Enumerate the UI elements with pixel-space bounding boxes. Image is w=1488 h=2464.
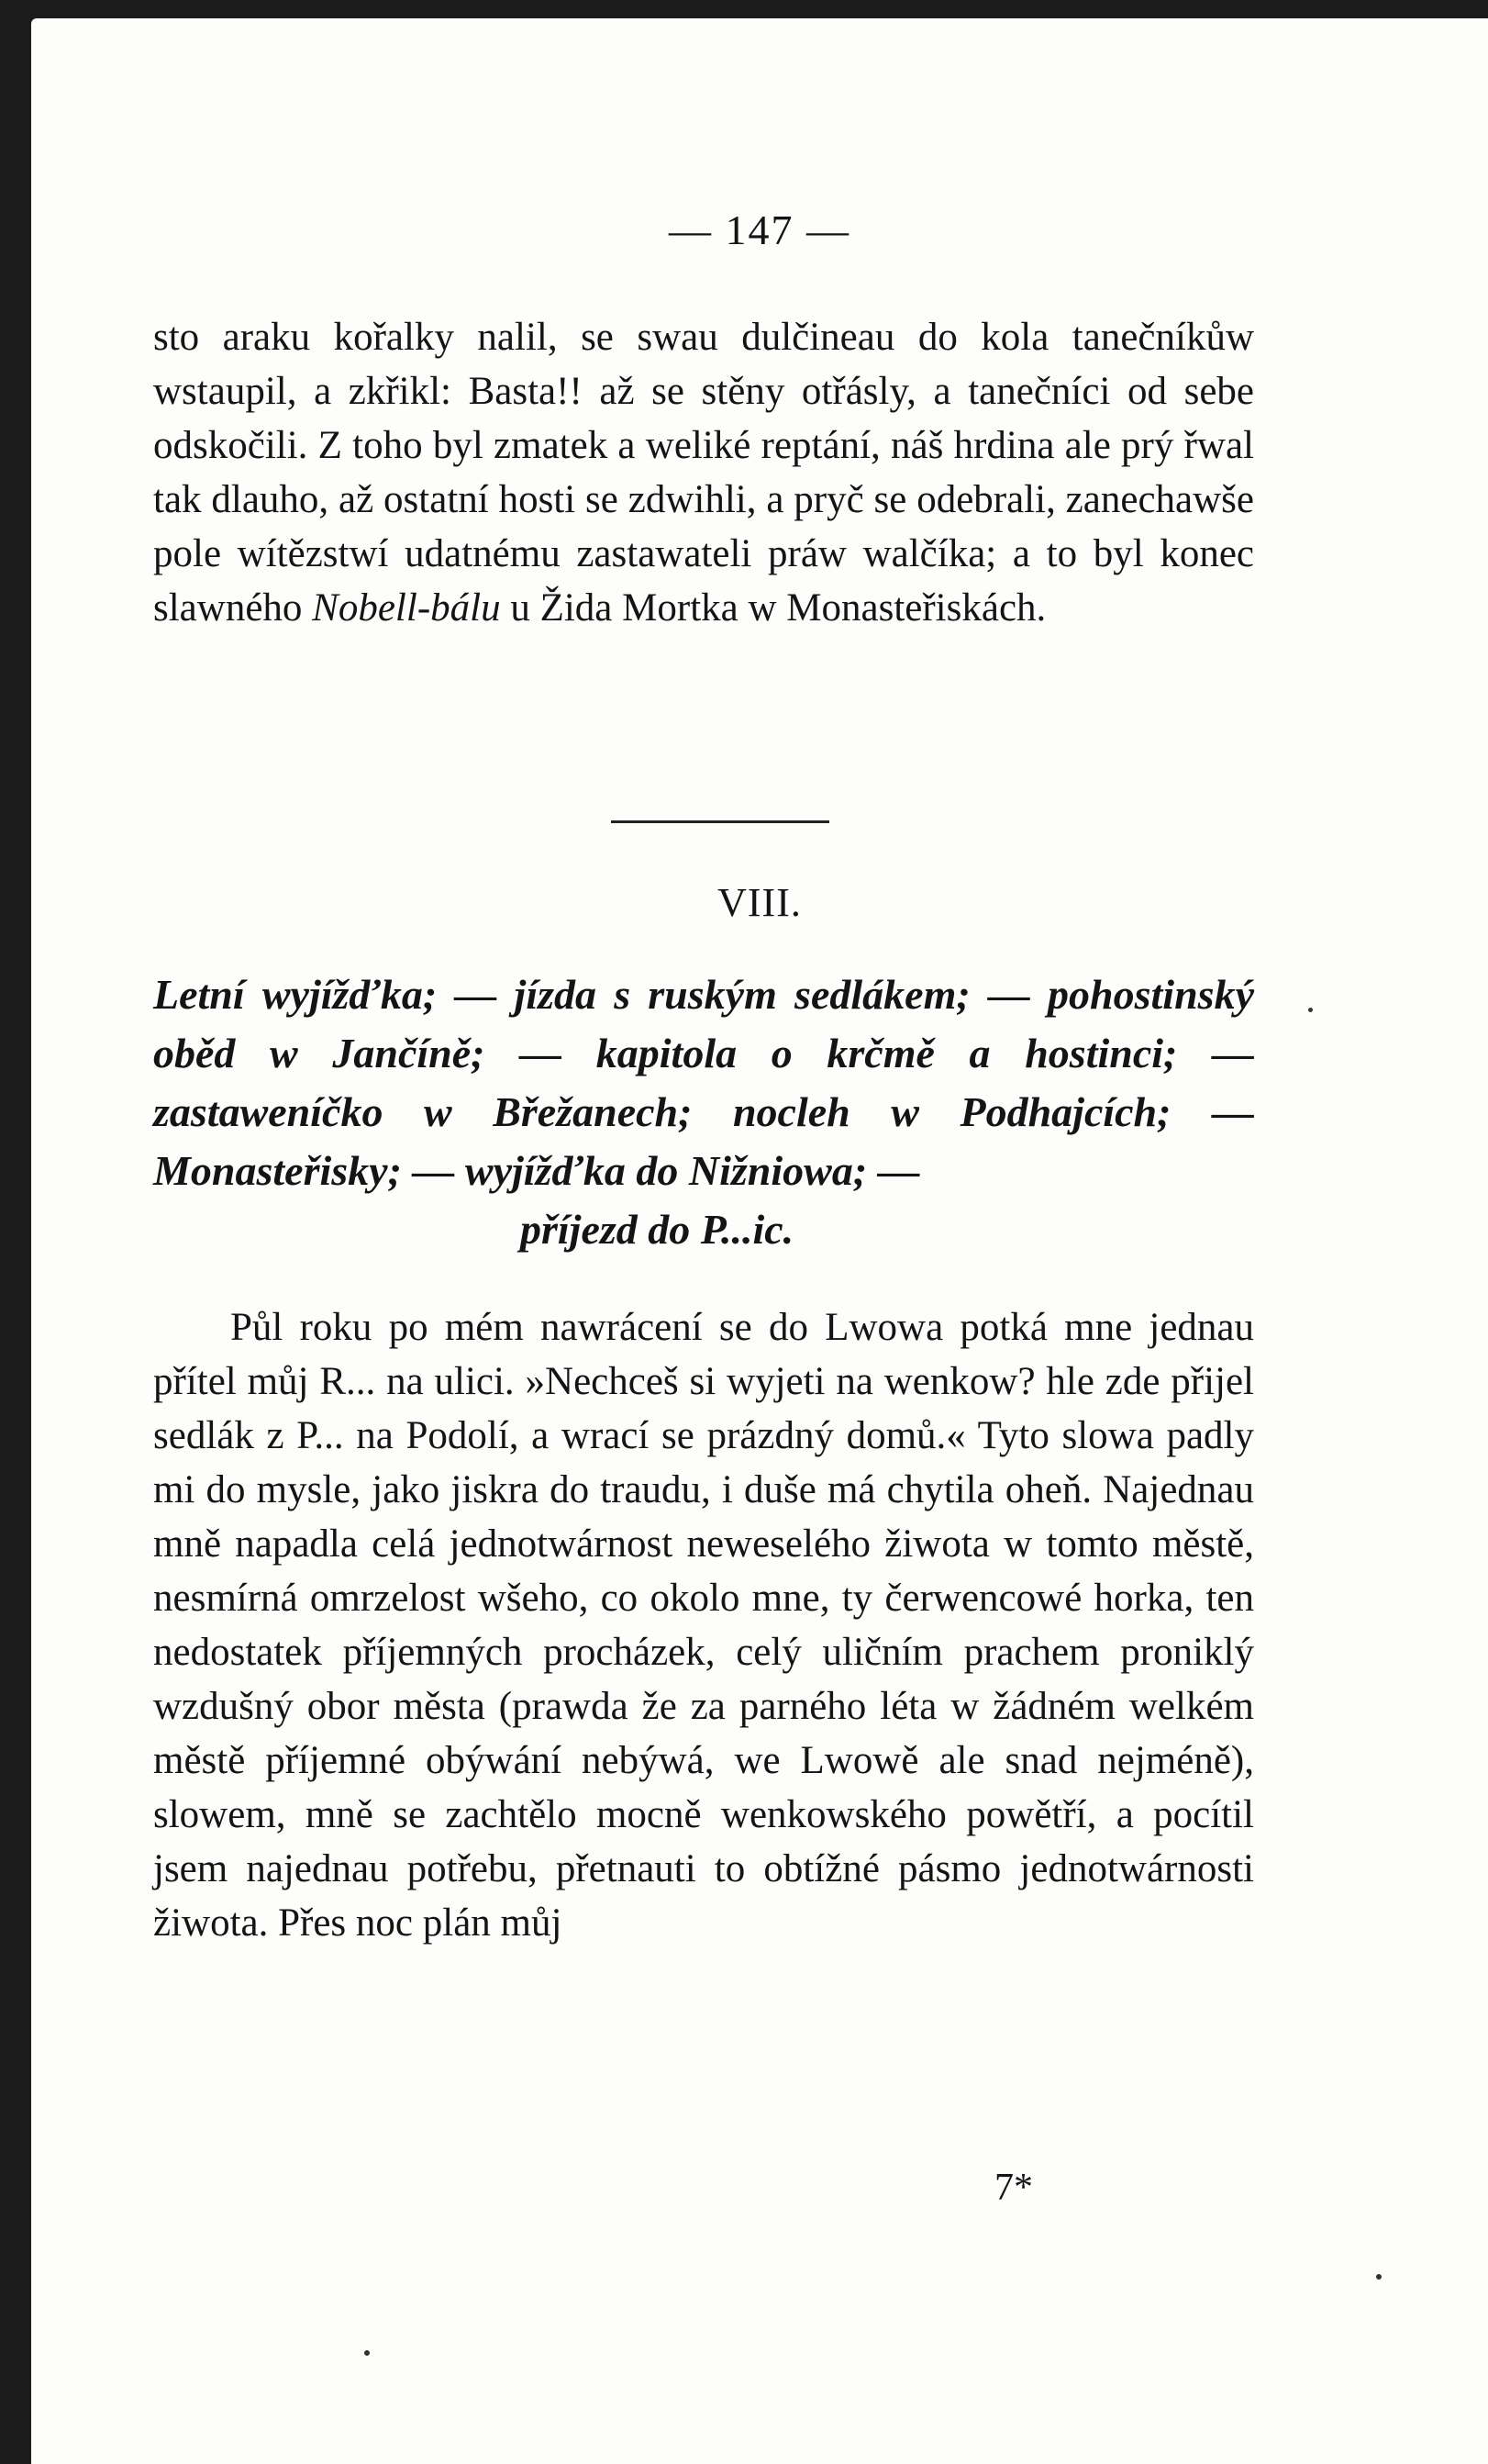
- signature-mark: 7*: [994, 2167, 1033, 2209]
- book-page: [31, 18, 1488, 2464]
- paragraph-1-italic: Nobell-bálu: [312, 586, 501, 630]
- section-divider: [611, 820, 829, 823]
- chapter-summary: [153, 965, 1254, 1259]
- chapter-summary-last-line: příjezd do P...ic.: [520, 1206, 794, 1253]
- paper-speck: [364, 2350, 370, 2356]
- paper-speck: [1308, 1008, 1313, 1012]
- chapter-summary-text: Letní wyjížďka; — jízda s ruským sedlákem; — pohostinský oběd w Jančíně; — kapitola o krčmě a hostinci; — zastaweníčko w Břežanech; nocleh w Podhajcích; — Monasteřisky; — wyjížďka do Nižniowa; —: [153, 971, 1254, 1194]
- paragraph-1-text: sto araku kořalky nalil, se swau dulčineau do kola tanečníkůw wstaupil, a zkřikl: Basta!! až se stěny otřásly, a tanečníci od sebe odskočili. Z toho byl zmatek a weliké reptání, náš hrdina ale prý řwal tak dlauho, až ostatní hosti se zdwihli, a pryč se odebrali, zanechawše pole wítězstwí udatnému zastawateli práw walčíka; a to byl konec slawného: [153, 316, 1254, 630]
- page-number: — 147 —: [669, 206, 850, 253]
- paragraph-1-end: u Žida Mortka w Monasteřiskách.: [510, 586, 1047, 630]
- paragraph-2: [153, 1300, 1254, 1950]
- paper-speck: [1376, 2274, 1382, 2280]
- paragraph-1: [153, 310, 1254, 635]
- paragraph-2-text: Půl roku po mém nawrácení se do Lwowa potká mne jednau přítel můj R... na ulici. »Nechceš si wyjeti na wenkow? hle zde přijel sedlák z P... na Podolí, a wrací se prázdný domů.« Tyto slowa padly mi do mysle, jako jiskra do traudu, i duše má chytila oheň. Najednau mně napadla celá jednotwárnost neweselého žiwota w tomto městě, nesmírná omrzelost wšeho, co okolo mne, ty čerwencowé horka, ten nedostatek příjemných procházek, celý uličním prachem proniklý wzdušný obor města (prawda že za parného léta w žádném welkém městě příjemné obýwání nebýwá, we Lwowě ale snad nejméně), slowem, mně se zachtělo mocně wenkowského powětří, a pocítil jsem najednau potřebu, přetnauti to obtížné pásmo jednotwárnosti žiwota. Přes noc plán můj: [153, 1306, 1254, 1945]
- chapter-number: VIII.: [717, 880, 802, 925]
